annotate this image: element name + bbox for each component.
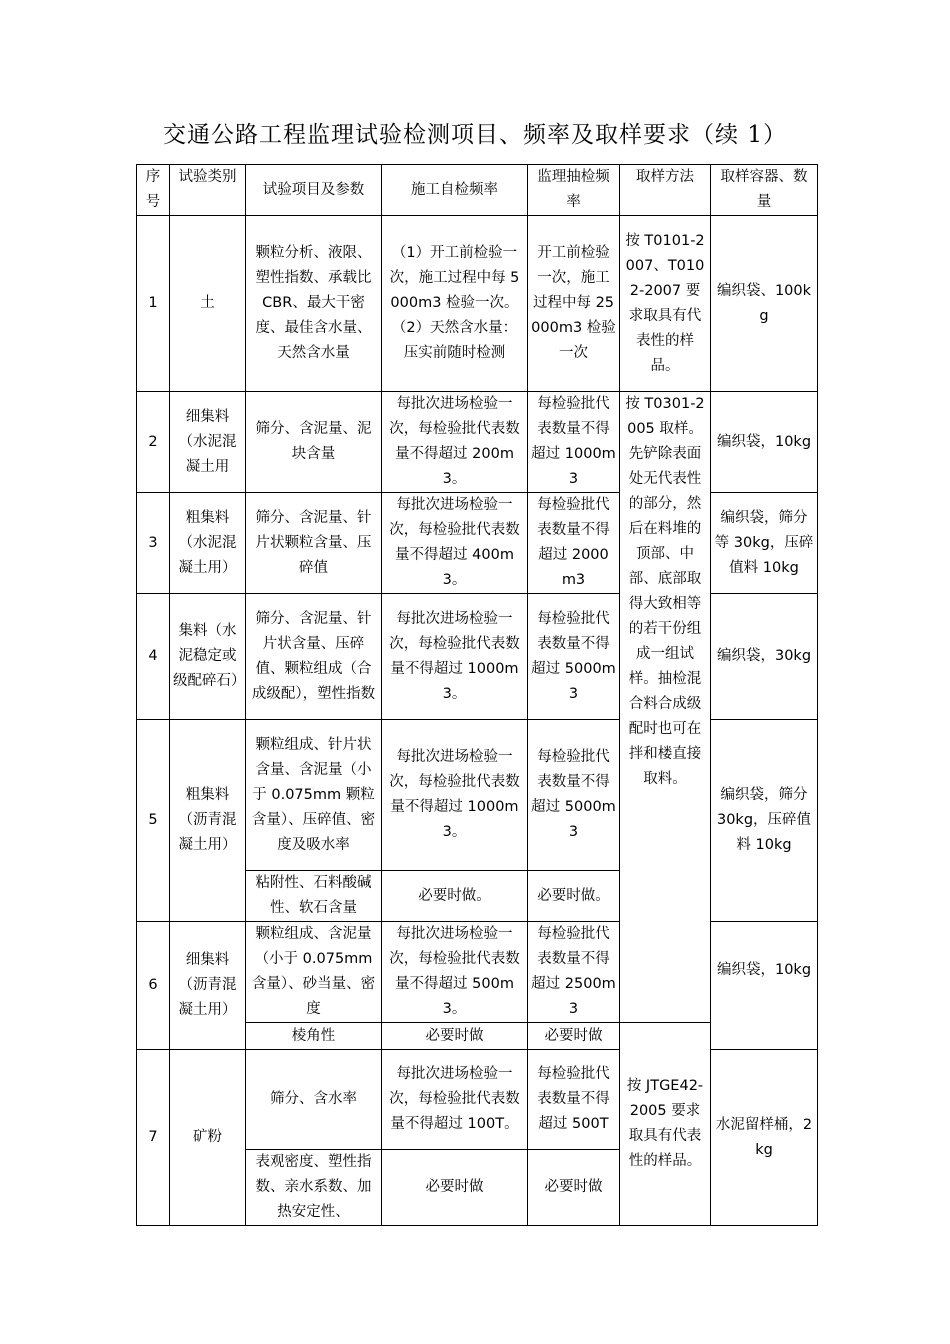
row-items: 表观密度、塑性指数、亲水系数、加热安定性、 bbox=[246, 1150, 382, 1226]
row-items: 筛分、含水率 bbox=[246, 1050, 382, 1150]
row-self-freq: 必要时做 bbox=[382, 1023, 528, 1050]
row-self-freq: 每批次进场检验一次，每检验批代表数量不得超过 400m3。 bbox=[382, 493, 528, 594]
row-items: 颗粒分析、液限、塑性指数、承载比 CBR、最大干密度、最佳含水量、天然含水量 bbox=[246, 216, 382, 392]
row-category: 集料（水泥稳定或级配碎石） bbox=[170, 594, 246, 720]
table-header-row bbox=[137, 165, 818, 216]
row-category: 细集料（水泥混凝土用 bbox=[170, 392, 246, 493]
row-seq: 2 bbox=[137, 392, 170, 493]
row-container: 编织袋、100kg bbox=[711, 216, 818, 392]
row-sup-freq: 必要时做 bbox=[528, 1023, 620, 1050]
table-row bbox=[137, 720, 818, 871]
row-sup-freq: 必要时做 bbox=[528, 1150, 620, 1226]
row-category: 土 bbox=[170, 216, 246, 392]
row-category: 细集料（沥青混凝土用） bbox=[170, 922, 246, 1050]
header-items: 试验项目及参数 bbox=[246, 165, 382, 216]
row-items: 筛分、含泥量、针片状颗粒含量、压碎值 bbox=[246, 493, 382, 594]
row-container: 水泥留样桶，2kg bbox=[711, 1050, 818, 1226]
inspection-table bbox=[136, 164, 818, 1226]
header-seq: 序号 bbox=[137, 165, 170, 216]
row-items: 筛分、含泥量、泥块含量 bbox=[246, 392, 382, 493]
row-container: 编织袋，30kg bbox=[711, 594, 818, 720]
row-sup-freq: 开工前检验一次，施工过程中每 25000m3 检验一次 bbox=[528, 216, 620, 392]
row-container: 编织袋，筛分等 30kg，压碎值料 10kg bbox=[711, 493, 818, 594]
table-row bbox=[137, 392, 818, 493]
row-sup-freq: 每检验批代表数量不得超过 2500m3 bbox=[528, 922, 620, 1023]
row-items: 棱角性 bbox=[246, 1023, 382, 1050]
row-self-freq: 每批次进场检验一次，每检验批代表数量不得超过 1000m3。 bbox=[382, 594, 528, 720]
row-category: 矿粉 bbox=[170, 1050, 246, 1226]
row-self-freq: 每批次进场检验一次，每检验批代表数量不得超过 100T。 bbox=[382, 1050, 528, 1150]
row-method: 按 T0101-2007、T0102-2007 要求取具有代表性的样品。 bbox=[620, 216, 711, 392]
row-seq: 4 bbox=[137, 594, 170, 720]
row-sup-freq: 每检验批代表数量不得超过 500T bbox=[528, 1050, 620, 1150]
row-items: 颗粒组成、针片状含量、含泥量（小于 0.075mm 颗粒含量）、压碎值、密度及吸水率 bbox=[246, 720, 382, 871]
row-self-freq: 每批次进场检验一次，每检验批代表数量不得超过 1000m3。 bbox=[382, 720, 528, 871]
row-self-freq: 必要时做 bbox=[382, 1150, 528, 1226]
row-container: 编织袋，10kg bbox=[711, 392, 818, 493]
table-row bbox=[137, 1050, 818, 1150]
header-container: 取样容器、数量 bbox=[711, 165, 818, 216]
row-sup-freq: 必要时做。 bbox=[528, 871, 620, 922]
row-category: 粗集料（水泥混凝土用） bbox=[170, 493, 246, 594]
row-self-freq: 每批次进场检验一次，每检验批代表数量不得超过 200m3。 bbox=[382, 392, 528, 493]
table-row bbox=[137, 594, 818, 720]
row-category: 粗集料（沥青混凝土用） bbox=[170, 720, 246, 922]
row-self-freq: 必要时做。 bbox=[382, 871, 528, 922]
row-sup-freq: 每检验批代表数量不得超过 5000m3 bbox=[528, 594, 620, 720]
row-seq: 3 bbox=[137, 493, 170, 594]
page-title: 交通公路工程监理试验检测项目、频率及取样要求（续 1） bbox=[163, 122, 787, 148]
table-row bbox=[137, 922, 818, 1023]
row-seq: 5 bbox=[137, 720, 170, 922]
table-row bbox=[137, 493, 818, 594]
header-method: 取样方法 bbox=[620, 165, 711, 216]
row-container: 编织袋，筛分 30kg，压碎值料 10kg bbox=[711, 720, 818, 922]
row-items: 颗粒组成、含泥量（小于 0.075mm 含量）、砂当量、密度 bbox=[246, 922, 382, 1023]
row-items: 粘附性、石料酸碱性、软石含量 bbox=[246, 871, 382, 922]
row-method-merged: 按 JTGE42-2005 要求取具有代表性的样品。 bbox=[620, 1023, 711, 1226]
row-sup-freq: 每检验批代表数量不得超过 5000m3 bbox=[528, 720, 620, 871]
row-seq: 1 bbox=[137, 216, 170, 392]
header-sup-freq: 监理抽检频率 bbox=[528, 165, 620, 216]
header-self-freq: 施工自检频率 bbox=[382, 165, 528, 216]
row-method-merged: 按 T0301-2005 取样。先铲除表面处无代表性的部分，然后在料堆的顶部、中部、底部取得大致相等的若干份组成一组试样。抽检混合料合成级配时也可在拌和楼直接取料。 bbox=[620, 392, 711, 1023]
header-category: 试验类别 bbox=[170, 165, 246, 216]
row-seq: 7 bbox=[137, 1050, 170, 1226]
row-items: 筛分、含泥量、针片状含量、压碎值、颗粒组成（合成级配），塑性指数 bbox=[246, 594, 382, 720]
row-seq: 6 bbox=[137, 922, 170, 1050]
row-sup-freq: 每检验批代表数量不得超过 2000 m3 bbox=[528, 493, 620, 594]
row-container: 编织袋，10kg bbox=[711, 922, 818, 1050]
table-row bbox=[137, 216, 818, 392]
row-self-freq: 每批次进场检验一次，每检验批代表数量不得超过 500m3。 bbox=[382, 922, 528, 1023]
row-sup-freq: 每检验批代表数量不得超过 1000m3 bbox=[528, 392, 620, 493]
row-self-freq: （1）开工前检验一次，施工过程中每 5000m3 检验一次。（2）天然含水量：压实前随时检测 bbox=[382, 216, 528, 392]
